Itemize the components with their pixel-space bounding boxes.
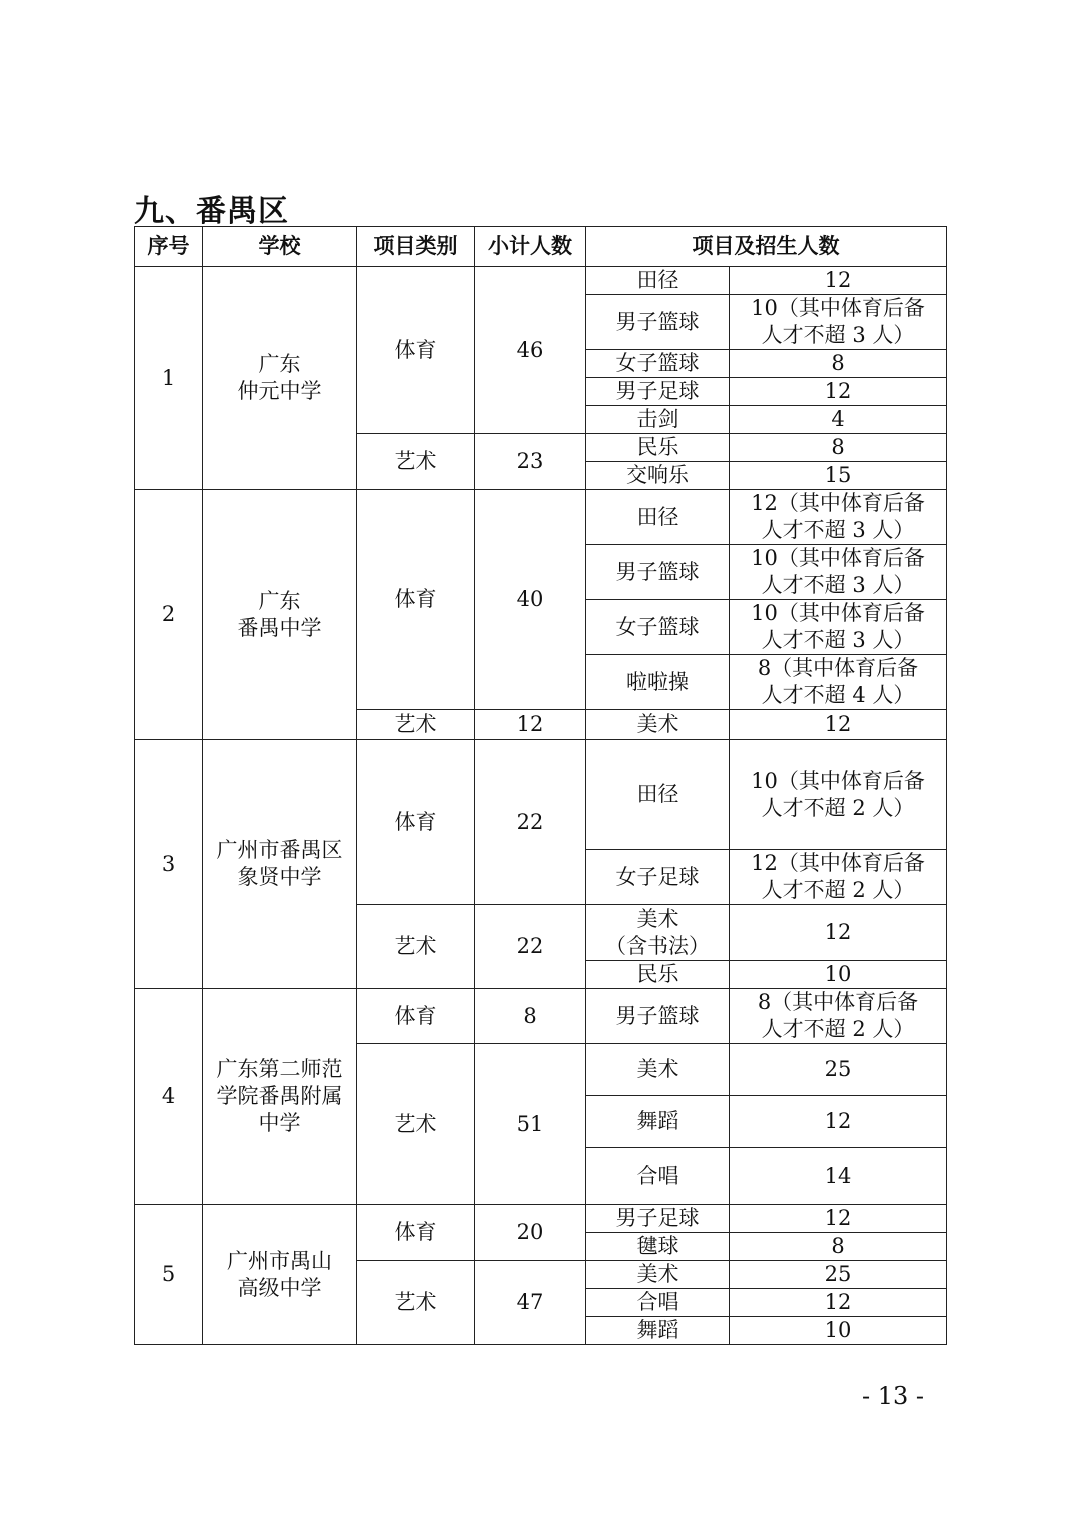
item-name-cell: 男子篮球 <box>586 295 730 350</box>
category-cell: 体育 <box>357 1205 475 1261</box>
item-name-cell: 女子篮球 <box>586 350 730 378</box>
subtotal-cell: 22 <box>475 740 586 905</box>
item-name-cell: 田径 <box>586 490 730 545</box>
category-cell: 体育 <box>357 989 475 1044</box>
item-name-cell: 美术 <box>586 1044 730 1096</box>
category-cell: 艺术 <box>357 434 475 490</box>
header-row <box>135 227 947 267</box>
item-count-cell: 12 <box>730 1096 947 1148</box>
subtotal-cell: 12 <box>475 710 586 740</box>
subtotal-cell: 51 <box>475 1044 586 1205</box>
item-name-cell: 美术 <box>586 710 730 740</box>
page-number: - 13 - <box>862 1382 925 1410</box>
category-cell: 体育 <box>357 490 475 710</box>
table-row <box>135 267 947 295</box>
item-count-cell: 8（其中体育后备 人才不超 4 人） <box>730 655 947 710</box>
item-count-cell: 8（其中体育后备 人才不超 2 人） <box>730 989 947 1044</box>
table-row <box>135 490 947 545</box>
table-body <box>135 267 947 1345</box>
item-name-cell: 击剑 <box>586 406 730 434</box>
item-count-cell: 8 <box>730 350 947 378</box>
subtotal-cell: 40 <box>475 490 586 710</box>
school-seq: 3 <box>135 740 203 989</box>
school-name: 广州市禺山 高级中学 <box>203 1205 357 1345</box>
item-name-cell: 毽球 <box>586 1233 730 1261</box>
category-cell: 艺术 <box>357 905 475 989</box>
header-items: 项目及招生人数 <box>586 227 947 267</box>
item-name-cell: 美术 <box>586 1261 730 1289</box>
category-cell: 艺术 <box>357 710 475 740</box>
item-name-cell: 田径 <box>586 740 730 850</box>
table-row <box>135 740 947 850</box>
item-count-cell: 10（其中体育后备 人才不超 3 人） <box>730 600 947 655</box>
item-name-cell: 啦啦操 <box>586 655 730 710</box>
item-count-cell: 10 <box>730 961 947 989</box>
item-count-cell: 10（其中体育后备 人才不超 2 人） <box>730 740 947 850</box>
header-school: 学校 <box>203 227 357 267</box>
item-count-cell: 12（其中体育后备 人才不超 3 人） <box>730 490 947 545</box>
item-count-cell: 14 <box>730 1148 947 1205</box>
category-cell: 艺术 <box>357 1261 475 1345</box>
item-count-cell: 25 <box>730 1044 947 1096</box>
item-count-cell: 8 <box>730 1233 947 1261</box>
item-count-cell: 12 <box>730 1205 947 1233</box>
subtotal-cell: 46 <box>475 267 586 434</box>
item-count-cell: 8 <box>730 434 947 462</box>
header-seq: 序号 <box>135 227 203 267</box>
category-cell: 艺术 <box>357 1044 475 1205</box>
item-count-cell: 10 <box>730 1317 947 1345</box>
header-category: 项目类别 <box>357 227 475 267</box>
section-title: 九、番禺区 <box>134 194 289 229</box>
item-name-cell: 男子足球 <box>586 1205 730 1233</box>
table-row <box>135 1205 947 1233</box>
subtotal-cell: 22 <box>475 905 586 989</box>
item-count-cell: 12 <box>730 710 947 740</box>
item-name-cell: 田径 <box>586 267 730 295</box>
item-count-cell: 4 <box>730 406 947 434</box>
school-name: 广东 仲元中学 <box>203 267 357 490</box>
subtotal-cell: 20 <box>475 1205 586 1261</box>
school-name: 广东第二师范 学院番禺附属 中学 <box>203 989 357 1205</box>
category-cell: 体育 <box>357 740 475 905</box>
item-name-cell: 合唱 <box>586 1148 730 1205</box>
school-seq: 5 <box>135 1205 203 1345</box>
item-name-cell: 合唱 <box>586 1289 730 1317</box>
item-count-cell: 15 <box>730 462 947 490</box>
subtotal-cell: 23 <box>475 434 586 490</box>
item-count-cell: 10（其中体育后备 人才不超 3 人） <box>730 295 947 350</box>
item-count-cell: 12（其中体育后备 人才不超 2 人） <box>730 850 947 905</box>
item-count-cell: 12 <box>730 1289 947 1317</box>
school-seq: 2 <box>135 490 203 740</box>
item-name-cell: 舞蹈 <box>586 1317 730 1345</box>
school-seq: 1 <box>135 267 203 490</box>
table-row <box>135 989 947 1044</box>
subtotal-cell: 8 <box>475 989 586 1044</box>
item-name-cell: 男子篮球 <box>586 545 730 600</box>
school-name: 广州市番禺区 象贤中学 <box>203 740 357 989</box>
item-name-cell: 男子足球 <box>586 378 730 406</box>
item-count-cell: 25 <box>730 1261 947 1289</box>
item-name-cell: 民乐 <box>586 961 730 989</box>
item-name-cell: 美术 （含书法） <box>586 905 730 961</box>
item-name-cell: 交响乐 <box>586 462 730 490</box>
item-name-cell: 舞蹈 <box>586 1096 730 1148</box>
school-name: 广东 番禺中学 <box>203 490 357 740</box>
school-seq: 4 <box>135 989 203 1205</box>
item-count-cell: 12 <box>730 267 947 295</box>
header-subtotal: 小计人数 <box>475 227 586 267</box>
subtotal-cell: 47 <box>475 1261 586 1345</box>
item-count-cell: 12 <box>730 378 947 406</box>
item-count-cell: 12 <box>730 905 947 961</box>
enrollment-table <box>134 226 947 1345</box>
item-name-cell: 女子足球 <box>586 850 730 905</box>
item-name-cell: 男子篮球 <box>586 989 730 1044</box>
item-name-cell: 女子篮球 <box>586 600 730 655</box>
category-cell: 体育 <box>357 267 475 434</box>
item-count-cell: 10（其中体育后备 人才不超 3 人） <box>730 545 947 600</box>
item-name-cell: 民乐 <box>586 434 730 462</box>
